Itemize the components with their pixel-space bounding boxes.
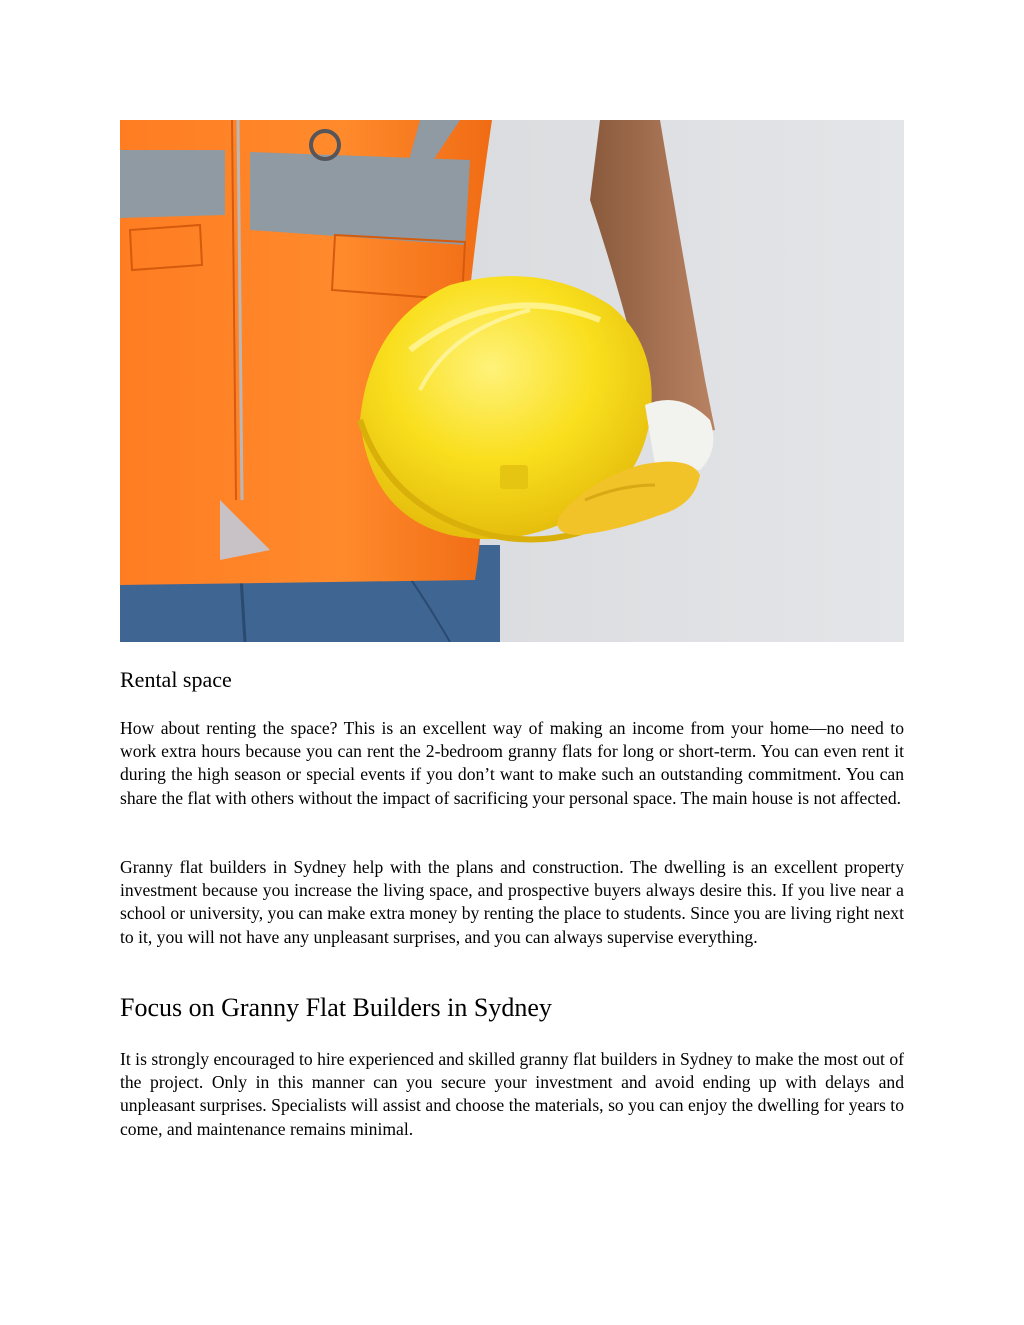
section-heading-focus-builders: Focus on Granny Flat Builders in Sydney (120, 993, 552, 1022)
paragraph-rental-space-2: Granny flat builders in Sydney help with the plans and construction. The dwelling is an excellent property investment because you increase the living space, and prospective buyers always desire this. If you live near a school or university, you can make extra money by renting the place to students. Since you are living right next to it, you will not have any unpleasant surprises, and you can always supervise everything. (120, 857, 904, 947)
construction-worker-photo (120, 120, 904, 642)
paragraph-rental-space-1: How about renting the space? This is an excellent way of making an income from your home—no need to work extra hours because you can rent the 2-bedroom granny flats for long or short-term. You can even rent it during the high season or special events if you don’t want to make such an outstanding commitment. You can share the flat with others without the impact of sacrificing your personal space. The main house is not affected. (120, 718, 904, 808)
paragraph-focus-builders-1: It is strongly encouraged to hire experienced and skilled granny flat builders in Sydney to make the most out of the project. Only in this manner can you secure your investment and avoid ending up with delays and unpleasant surprises. Specialists will assist and choose the materials, so you can enjoy the dwelling for years to come, and maintenance remains minimal. (120, 1049, 904, 1139)
section-heading-rental-space: Rental space (120, 667, 232, 692)
